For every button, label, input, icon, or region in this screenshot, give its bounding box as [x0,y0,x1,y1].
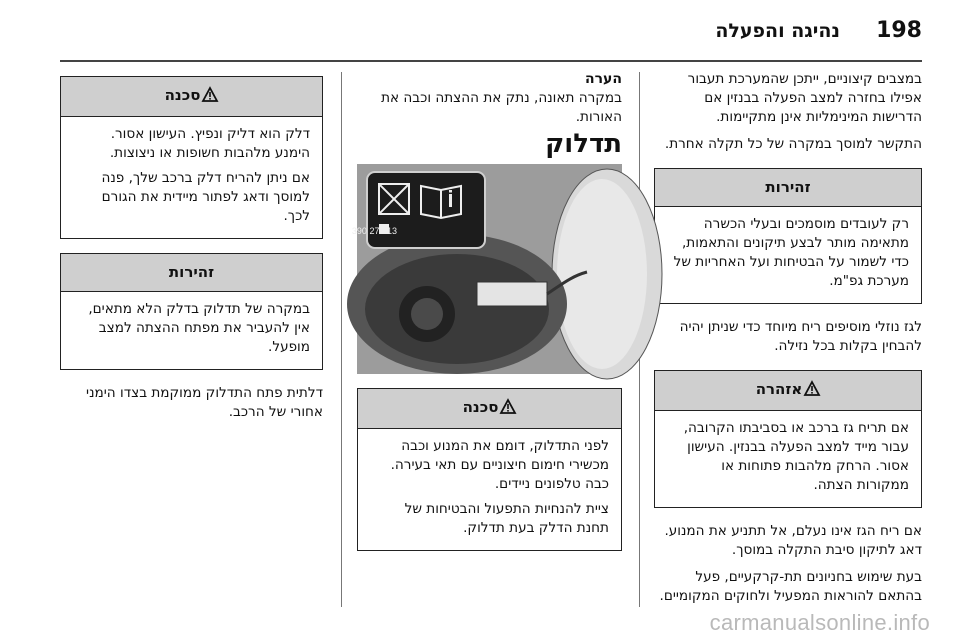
warning-box-body [655,411,921,507]
section-title-refuelling: תדלוק [545,129,622,159]
left-column [60,76,323,430]
watermark: carmanualsonline.info [709,610,930,635]
warning-box-header [655,371,921,411]
lpg-fallback-paragraph: במצבים קיצוניים, ייתכן שהמערכת תעבור אפילו בחזרה למצב הפעלה בבנזין אם הדרישות המינימליות אינן מתקיימות. [687,71,922,125]
caution-box-title: זהירות [61,254,322,292]
danger-box-title: סכנה [462,398,499,416]
caution-box-text: במקרה של תדלוק בדלק הלא מתאים, אין להעביר את מפתח ההצתה למצב מופעל. [88,301,310,355]
note-text: במקרה תאונה, נתק את ההצתה וכבה את האורות. [381,90,622,125]
fuel-filler-flap-photo [351,164,622,374]
danger-box-header [358,389,621,429]
danger-box-body [358,429,621,550]
caution-box-body [61,292,322,369]
warning-triangle-icon [500,399,516,419]
danger-box-before-refuel [357,388,622,551]
note-title: הערה [585,71,622,87]
middle-column [351,70,622,565]
warning-box-text: אם תריח גז ברכב או בסביבתו הקרובה, עבור מייד למצב הפעלה בבנזין. העישון אסור. הרחק מלהבות פתוחות או ממקורות הצתה. [683,420,909,493]
caution-box-text: רק לעובדים מוסמכים ובעלי הכשרה מתאימה מותר לבצע תיקונים והתאמות, כדי לשמור על הבטיחות ועל האחריות של מערכת גפ"מ. [673,216,909,289]
fuel-flap-location-paragraph: דלתית פתח התדלוק ממוקמת בצדו הימני אחורי של הרכב. [86,385,323,420]
page-number: 198 [876,18,922,43]
caution-box-body [655,207,921,303]
column-divider-left [341,72,342,607]
caution-box-lpg-repairs [654,168,922,304]
gas-odor-paragraph: לגז נוזלי מוסיפים ריח מיוחד כדי שניתן יהיה להבחין בקלות בכל נזילה. [679,319,922,354]
contact-workshop-paragraph: התקשר למוסך במקרה של כל תקלה אחרת. [664,136,922,152]
warning-box-gas-smell [654,370,922,508]
caution-box-wrong-fuel [60,253,323,370]
danger-box-text-2: ציית להנחיות התפעול והבטיחות של תחנת הדלק בעת תדלוק. [404,501,609,536]
danger-box-header [61,77,322,117]
warning-triangle-icon [804,381,820,401]
caution-box-title: זהירות [655,169,921,207]
running-head: נהיגה והפעלה [715,20,840,42]
header-rule [60,60,922,62]
page-header [60,14,922,54]
danger-box-title: סכנה [164,86,201,104]
danger-box-body [61,117,322,238]
fuel-flap-illustration [351,164,622,374]
right-column [654,70,922,614]
danger-box-text-1: דלק הוא דליק ונפיץ. העישון אסור. הימנע מלהבות חשופות או ניצוצות. [109,126,310,161]
warning-triangle-icon [202,87,218,107]
danger-box-text-2: אם ניתן להריח דלק ברכב שלך, פנה למוסך ודאג לפתור מיידית את הגורם לכך. [101,170,310,224]
label-part-number: 13 278 390 [351,226,397,236]
underground-parking-paragraph: בעת שימוש בחניונים תת-קרקעיים, פעל בהתאם להוראות המפעיל ולחוקים המקומיים. [659,569,922,604]
danger-box-fuel-flammable [60,76,323,239]
smell-persists-paragraph: אם ריח הגז אינו נעלם, אל תתניע את המנוע. דאג לתיקון סיבת התקלה במוסך. [664,523,922,558]
danger-box-text-1: לפני התדלוק, דומם את המנוע וכבה מכשירי חימום חיצוניים עם תאי בעירה. כבה טלפונים ניידים. [390,438,609,492]
warning-box-title: אזהרה [755,380,803,398]
